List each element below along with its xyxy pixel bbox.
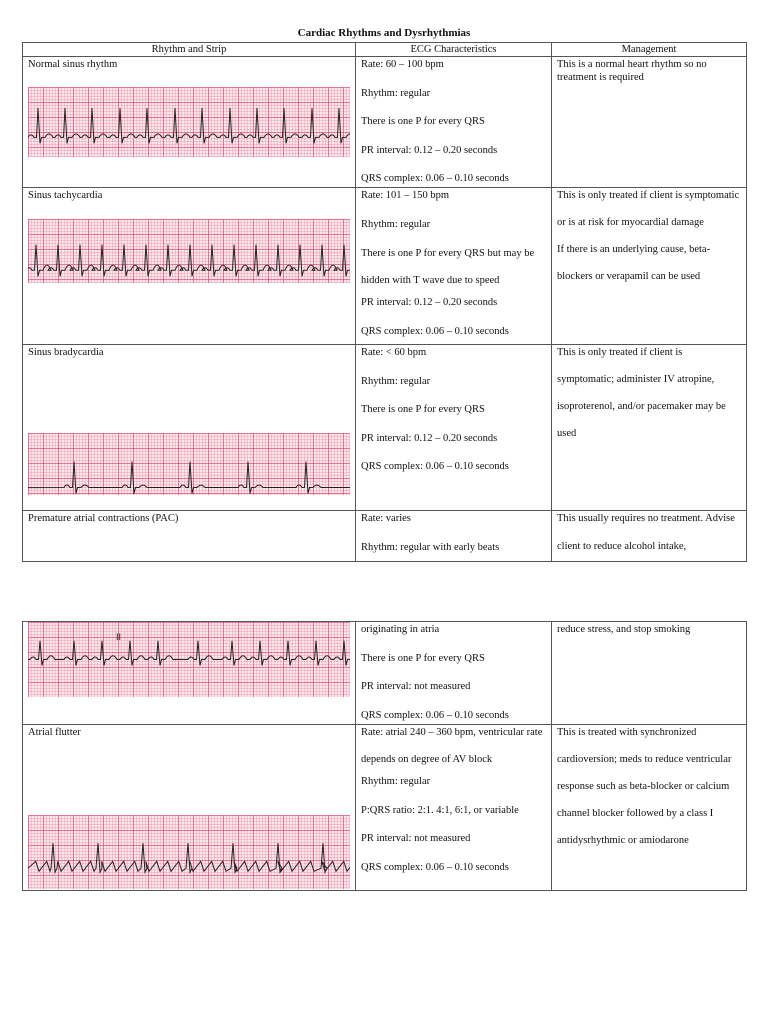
management-cell bbox=[552, 345, 747, 511]
ecg-line: There is one P for every QRS bbox=[361, 404, 485, 415]
rhythm-name: Premature atrial contractions (PAC) bbox=[28, 513, 179, 524]
ecg-trace-svg bbox=[28, 87, 350, 157]
ecg-line: Rhythm: regular bbox=[361, 218, 431, 230]
rhythm-name: Sinus tachycardia bbox=[28, 190, 103, 201]
header-management: Management bbox=[552, 43, 747, 57]
ecg-line: QRS complex: 0.06 – 0.10 seconds bbox=[361, 173, 509, 184]
ecg-line: PR interval: 0.12 – 0.20 seconds bbox=[361, 144, 498, 156]
table-header-row bbox=[23, 43, 747, 57]
rhythm-cell bbox=[23, 622, 356, 725]
management-text: If there is an underlying cause, beta-blockers or verapamil can be used bbox=[557, 244, 711, 282]
ecg-line: PR interval: 0.12 – 0.20 seconds bbox=[361, 297, 498, 308]
ecg-trace-svg bbox=[28, 219, 350, 283]
ecg-line: PR interval: not measured bbox=[361, 833, 471, 844]
ecg-strip-image bbox=[28, 815, 350, 889]
ecg-trace bbox=[28, 245, 350, 277]
strip-lead-label: II bbox=[116, 632, 122, 642]
ecg-line: There is one P for every QRS but may be hidden with T wave due to speed bbox=[361, 248, 535, 286]
rhythms-table-continued bbox=[22, 621, 747, 891]
ecg-line: P:QRS ratio: 2:1. 4:1, 6:1, or variable bbox=[361, 804, 519, 816]
ecg-strip-image bbox=[28, 219, 350, 283]
ecg-line: PR interval: 0.12 – 0.20 seconds bbox=[361, 432, 498, 444]
ecg-line: QRS complex: 0.06 – 0.10 seconds bbox=[361, 861, 509, 873]
ecg-line: QRS complex: 0.06 – 0.10 seconds bbox=[361, 709, 509, 721]
ecg-strip-image bbox=[28, 433, 350, 495]
ecg-cell bbox=[356, 622, 552, 725]
table-row bbox=[23, 511, 747, 562]
ecg-line: Rhythm: regular bbox=[361, 375, 431, 387]
management-text: This is a normal heart rhythm so no treatment is required bbox=[557, 59, 707, 83]
table-row bbox=[23, 345, 747, 511]
rhythm-cell bbox=[23, 345, 356, 511]
management-cell bbox=[552, 725, 747, 891]
table-row bbox=[23, 188, 747, 345]
ecg-line: Rhythm: regular bbox=[361, 776, 431, 787]
header-rhythm-strip: Rhythm and Strip bbox=[23, 43, 356, 57]
document-title: Cardiac Rhythms and Dysrhythmias bbox=[297, 27, 471, 39]
ecg-cell bbox=[356, 345, 552, 511]
ecg-line: QRS complex: 0.06 – 0.10 seconds bbox=[361, 325, 509, 337]
ecg-line: There is one P for every QRS bbox=[361, 116, 485, 127]
management-cell bbox=[552, 622, 747, 725]
rhythm-name: Atrial flutter bbox=[28, 727, 81, 738]
management-text: This usually requires no treatment. Advise client to reduce alcohol intake, bbox=[557, 513, 735, 552]
ecg-line: PR interval: not measured bbox=[361, 681, 471, 692]
table-row bbox=[23, 622, 747, 725]
ecg-line: There is one P for every QRS bbox=[361, 652, 485, 664]
ecg-line: Rate: varies bbox=[361, 513, 411, 524]
ecg-trace bbox=[28, 641, 350, 666]
ecg-line: Rhythm: regular bbox=[361, 87, 431, 99]
rhythm-cell bbox=[23, 725, 356, 891]
ecg-trace bbox=[28, 462, 350, 494]
ecg-strip-image bbox=[28, 622, 350, 697]
rhythm-cell bbox=[23, 57, 356, 188]
ecg-line: Rate: < 60 bpm bbox=[361, 347, 427, 358]
management-cell bbox=[552, 57, 747, 188]
table-row bbox=[23, 57, 747, 188]
ecg-trace-svg bbox=[28, 433, 350, 495]
ecg-line: originating in atria bbox=[361, 624, 440, 635]
management-text: This is treated with synchronized cardioversion; meds to reduce ventricular response such as beta-blocker or calcium channel blocker followed by a class I antidysrhythmic or amiodarone bbox=[557, 727, 732, 846]
management-cell bbox=[552, 511, 747, 562]
header-ecg-characteristics: ECG Characteristics bbox=[356, 43, 552, 57]
ecg-line: Rate: 101 – 150 bpm bbox=[361, 190, 450, 201]
ecg-cell bbox=[356, 188, 552, 345]
rhythm-cell bbox=[23, 511, 356, 562]
ecg-trace bbox=[28, 108, 350, 143]
management-text: reduce stress, and stop smoking bbox=[557, 624, 691, 635]
rhythm-name: Normal sinus rhythm bbox=[28, 59, 118, 70]
management-text: This is only treated if client is symptomatic or is at risk for myocardial damage bbox=[557, 190, 740, 228]
ecg-cell bbox=[356, 57, 552, 188]
ecg-trace-svg bbox=[28, 815, 350, 889]
ecg-cell bbox=[356, 725, 552, 891]
management-text: This is only treated if client is symptomatic; administer IV atropine, isoproterenol, and/or pacemaker may be used bbox=[557, 347, 726, 439]
ecg-trace bbox=[28, 843, 350, 872]
ecg-line: Rhythm: regular with early beats bbox=[361, 541, 500, 553]
rhythm-name: Sinus bradycardia bbox=[28, 347, 104, 358]
ecg-trace-svg bbox=[28, 622, 350, 697]
ecg-line: Rate: 60 – 100 bpm bbox=[361, 59, 444, 70]
rhythms-table bbox=[22, 42, 747, 562]
ecg-cell bbox=[356, 511, 552, 562]
table-row bbox=[23, 725, 747, 891]
ecg-line: QRS complex: 0.06 – 0.10 seconds bbox=[361, 461, 509, 472]
management-cell bbox=[552, 188, 747, 345]
ecg-strip-image bbox=[28, 87, 350, 157]
rhythm-cell bbox=[23, 188, 356, 345]
ecg-line: Rate: atrial 240 – 360 bpm, ventricular rate depends on degree of AV block bbox=[361, 727, 543, 765]
